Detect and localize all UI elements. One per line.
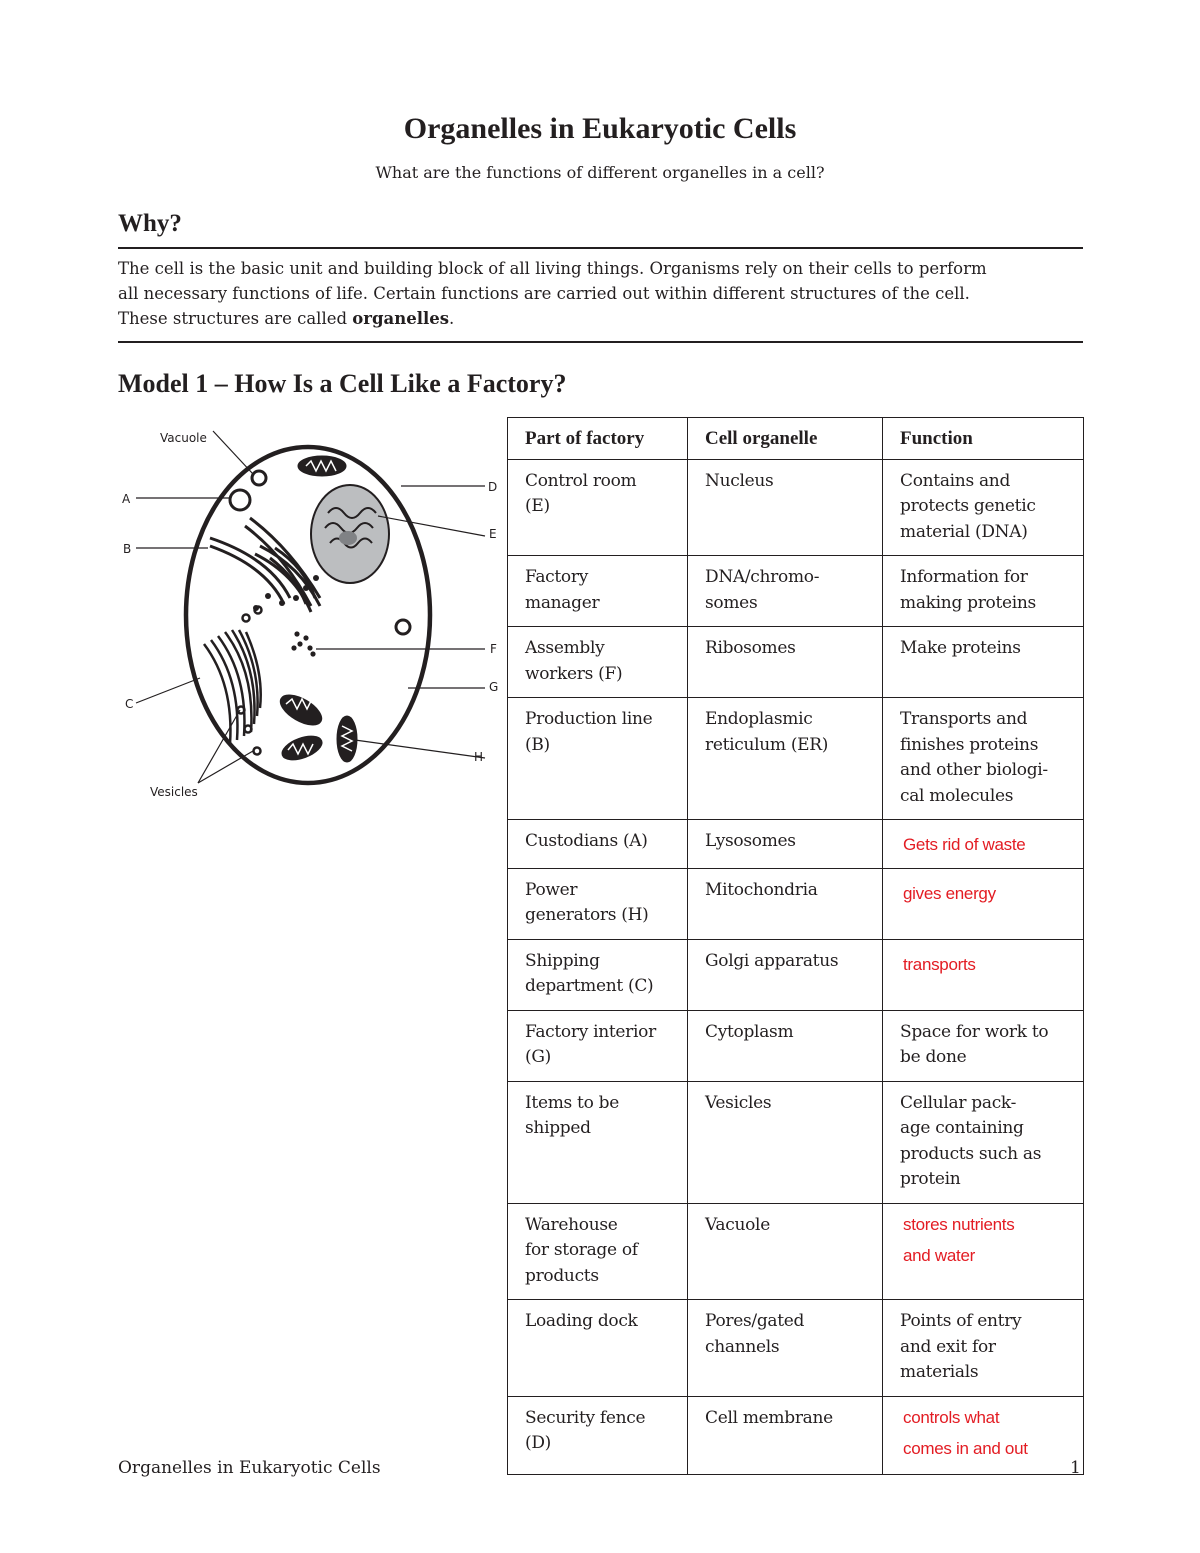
function-cell: [883, 1010, 1084, 1081]
function-line: and water: [903, 1245, 975, 1265]
cell-organelle-line: Cell membrane: [705, 1407, 833, 1428]
lysosome-shape: [230, 490, 250, 510]
function-line: finishes proteins: [900, 734, 1039, 755]
cell-organelle-cell: [688, 459, 883, 556]
function-line: be done: [900, 1047, 967, 1067]
label-d: D: [488, 480, 498, 494]
why-heading: Why?: [118, 210, 182, 237]
label-h: H: [474, 750, 484, 764]
function-cell: [883, 1300, 1084, 1397]
function-line: Cellular pack-: [900, 1092, 1017, 1113]
free-ribosomes: [291, 631, 315, 656]
table-row: [508, 820, 1084, 869]
function-line: and exit for: [900, 1336, 996, 1357]
function-line: cal molecules: [900, 785, 1014, 806]
table-row: [508, 459, 1084, 556]
part-of-factory-line: for storage of: [525, 1240, 638, 1260]
part-of-factory-line: (B): [525, 734, 550, 755]
function-line: Space for work to: [900, 1021, 1049, 1042]
function-line: Transports and: [900, 709, 1028, 729]
cell-organelle-cell: [688, 1203, 883, 1300]
cell-organelle-cell: [688, 556, 883, 627]
part-of-factory-line: department (C): [525, 976, 654, 996]
cell-organelle-line: Endoplasmic: [705, 709, 813, 729]
part-of-factory-line: Control room: [525, 470, 637, 491]
part-of-factory-line: Power: [525, 879, 578, 900]
function-line: Gets rid of waste: [903, 835, 1026, 854]
label-vacuole: Vacuole: [160, 431, 207, 445]
cell-membrane-shape: [186, 447, 430, 783]
cell-organelle-cell: [688, 939, 883, 1010]
why-line-3: [118, 306, 1083, 331]
cell-organelle-cell: [688, 698, 883, 820]
cell-organelle-line: Vacuole: [705, 1214, 770, 1235]
function-cell: [883, 627, 1084, 698]
part-of-factory-line: Loading dock: [525, 1311, 638, 1331]
factory-comparison-table: [507, 417, 1084, 1475]
header-cell-organelle: Cell organelle: [688, 418, 883, 460]
table-body: [508, 459, 1084, 1474]
function-line: material (DNA): [900, 521, 1028, 542]
table-row: [508, 1081, 1084, 1203]
label-g: G: [489, 680, 499, 694]
cell-organelle-line: reticulum (ER): [705, 734, 829, 755]
table-header-row: [508, 418, 1084, 460]
cell-organelle-line: Lysosomes: [705, 831, 796, 851]
mitochondrion-1: [276, 689, 327, 731]
table-row: [508, 868, 1084, 939]
cell-organelle-line: Pores/gated: [705, 1311, 805, 1331]
function-cell: [883, 868, 1084, 939]
function-cell: [883, 556, 1084, 627]
part-of-factory-line: (G): [525, 1047, 551, 1067]
part-of-factory-line: (E): [525, 496, 550, 516]
function-line: comes in and out: [903, 1438, 1028, 1458]
part-of-factory-cell: [508, 939, 688, 1010]
function-cell: [883, 459, 1084, 556]
why-line-1: The cell is the basic unit and building block of all living things. Organisms rely on their cells to perform: [118, 259, 987, 278]
rough-er: [210, 518, 320, 612]
vacuole-shape: [252, 471, 266, 485]
cell-organelle-cell: [688, 868, 883, 939]
page-number: 1: [1070, 1458, 1081, 1478]
why-line-2: all necessary functions of life. Certain functions are carried out within different structures of the cell.: [118, 284, 970, 303]
function-line: protein: [900, 1169, 961, 1189]
rule-bottom: [118, 341, 1083, 343]
label-vesicles: Vesicles: [150, 785, 198, 799]
function-line: making proteins: [900, 592, 1036, 613]
organelle-circle: [396, 620, 410, 634]
function-line: products such as: [900, 1143, 1042, 1164]
header-part-of-factory: Part of factory: [508, 418, 688, 460]
table-row: [508, 1010, 1084, 1081]
mitochondrion-top: [298, 456, 346, 476]
model-heading: Model 1 – How Is a Cell Like a Factory?: [118, 369, 567, 398]
label-c: C: [125, 697, 134, 711]
function-cell: [883, 1203, 1084, 1300]
function-line: Make proteins: [900, 638, 1021, 658]
part-of-factory-line: generators (H): [525, 905, 649, 925]
cell-organelle-line: DNA/chromo-: [705, 567, 820, 587]
function-cell: [883, 1396, 1084, 1474]
part-of-factory-cell: [508, 698, 688, 820]
part-of-factory-cell: [508, 459, 688, 556]
cell-organelle-line: Mitochondria: [705, 879, 818, 900]
part-of-factory-line: Custodians (A): [525, 831, 648, 851]
nucleolus: [339, 531, 357, 545]
cell-organelle-line: Ribosomes: [705, 638, 796, 658]
table-row: [508, 939, 1084, 1010]
why-line-3-suffix: .: [449, 309, 455, 328]
function-line: Contains and: [900, 470, 1011, 491]
part-of-factory-cell: [508, 868, 688, 939]
cell-organelle-cell: [688, 820, 883, 869]
table-row: [508, 1203, 1084, 1300]
part-of-factory-line: products: [525, 1265, 599, 1286]
cell-organelle-line: Cytoplasm: [705, 1021, 794, 1042]
table-row: [508, 698, 1084, 820]
part-of-factory-line: Assembly: [525, 638, 605, 658]
table-row: [508, 627, 1084, 698]
cell-diagram: [110, 418, 505, 808]
function-line: transports: [903, 954, 976, 974]
cell-organelle-line: Golgi apparatus: [705, 950, 839, 971]
function-line: controls what: [903, 1407, 1000, 1427]
part-of-factory-cell: [508, 1081, 688, 1203]
table-row: [508, 556, 1084, 627]
cell-organelle-cell: [688, 1396, 883, 1474]
vesicle-3: [254, 748, 261, 755]
part-of-factory-line: Factory: [525, 567, 588, 587]
label-e: E: [489, 527, 497, 541]
part-of-factory-cell: [508, 1010, 688, 1081]
page-subtitle: What are the functions of different organelles in a cell?: [375, 163, 825, 182]
function-cell: [883, 939, 1084, 1010]
function-line: gives energy: [903, 883, 996, 903]
function-line: Points of entry: [900, 1311, 1022, 1331]
part-of-factory-line: (D): [525, 1433, 551, 1453]
cell-organelle-cell: [688, 1300, 883, 1397]
cell-organelle-line: Vesicles: [705, 1092, 772, 1113]
page-title: Organelles in Eukaryotic Cells: [403, 112, 797, 145]
table-row: [508, 1300, 1084, 1397]
cell-organelle-line: somes: [705, 592, 758, 613]
part-of-factory-line: shipped: [525, 1118, 591, 1138]
label-a: A: [122, 492, 131, 506]
function-line: Information for: [900, 567, 1028, 587]
part-of-factory-line: Factory interior: [525, 1021, 656, 1042]
table-row: [508, 1396, 1084, 1474]
cell-organelle-cell: [688, 627, 883, 698]
vesicle-2: [245, 726, 252, 733]
part-of-factory-line: Production line: [525, 709, 653, 729]
part-of-factory-cell: [508, 1300, 688, 1397]
ribosome-circle: [243, 615, 250, 622]
cell-organelle-cell: [688, 1010, 883, 1081]
footer-title: Organelles in Eukaryotic Cells: [118, 1458, 381, 1478]
cell-organelle-cell: [688, 1081, 883, 1203]
part-of-factory-line: manager: [525, 592, 600, 613]
function-line: protects genetic: [900, 496, 1036, 516]
label-b: B: [123, 542, 132, 556]
rule-top: [118, 247, 1083, 249]
function-cell: [883, 1081, 1084, 1203]
part-of-factory-cell: [508, 1203, 688, 1300]
part-of-factory-line: Shipping: [525, 950, 600, 971]
organelles-term: organelles: [352, 309, 450, 328]
mitochondrion-2: [279, 731, 325, 764]
cell-organelle-line: channels: [705, 1336, 780, 1357]
why-paragraph: [118, 256, 1083, 331]
part-of-factory-cell: [508, 556, 688, 627]
why-line-3-prefix: These structures are called: [118, 309, 353, 328]
part-of-factory-cell: [508, 1396, 688, 1474]
function-cell: [883, 820, 1084, 869]
part-of-factory-line: Security fence: [525, 1407, 646, 1428]
part-of-factory-cell: [508, 627, 688, 698]
header-function: Function: [883, 418, 1084, 460]
function-line: stores nutrients: [903, 1214, 1015, 1234]
function-line: materials: [900, 1362, 979, 1382]
function-line: and other biologi-: [900, 760, 1048, 780]
label-f: F: [490, 642, 497, 656]
function-line: age containing: [900, 1118, 1024, 1138]
part-of-factory-line: Warehouse: [525, 1214, 618, 1235]
cell-organelle-line: Nucleus: [705, 470, 774, 491]
part-of-factory-line: workers (F): [525, 663, 623, 684]
part-of-factory-cell: [508, 820, 688, 869]
part-of-factory-line: Items to be: [525, 1092, 619, 1113]
function-cell: [883, 698, 1084, 820]
